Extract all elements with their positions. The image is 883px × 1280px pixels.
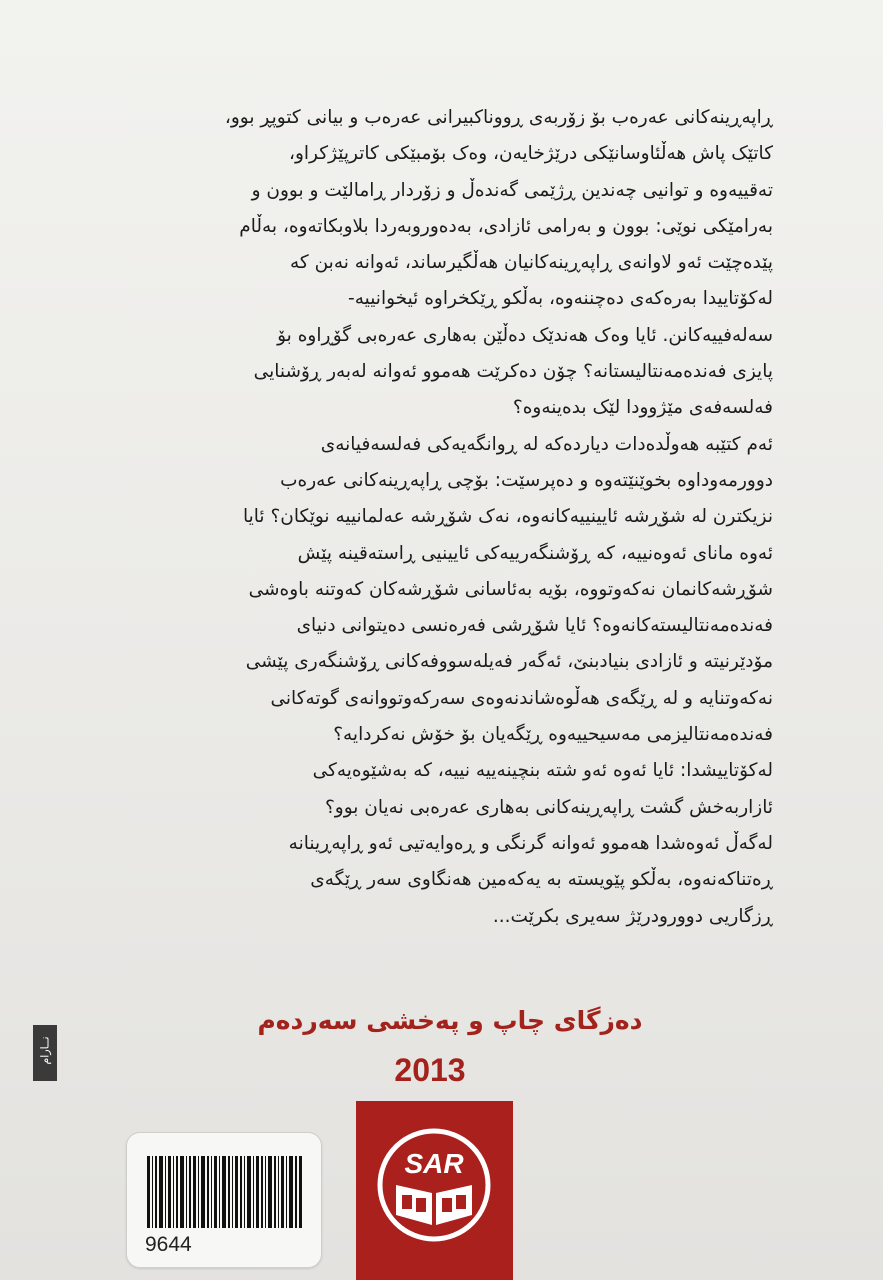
publisher-name: دەزگای چاپ و پەخشی سەردەم (257, 1006, 643, 1035)
blurb-line: پێدەچێت ئەو لاوانەی ڕاپەڕینەکانیان هەڵگیرساند، ئەوانە نەبن کە (289, 252, 773, 274)
barcode-number: 9644 (145, 1233, 192, 1256)
blurb-line: لەکۆتاییدا بەرەکەی دەچننەوە، بەڵکو ڕێکخراوە ئیخوانییە- (348, 288, 773, 310)
blurb-line: ڕەتناکەنەوە، بەڵکو پێویستە بە یەکەمین هەنگاوی سەر ڕێگەی (310, 869, 773, 891)
blurb-line: لەگەڵ ئەوەشدا هەموو ئەوانە گرنگی و ڕەوایەتیی ئەو ڕاپەڕینانە (288, 832, 773, 854)
blurb-line: ئەم کتێبە هەوڵدەدات دیاردەکە لە ڕوانگەیەکی فەلسەفیانەی (320, 433, 773, 455)
book-logo-icon (374, 1115, 495, 1265)
blurb-line: ڕاپەڕینەکانی عەرەب بۆ زۆربەی ڕووناکبیرانی عەرەب و بیانی کتوپڕ بوو، (224, 107, 773, 128)
blurb-line: تەقییەوە و توانیی چەندین ڕژێمی گەندەڵ و زۆردار ڕامالێت و بوون و (251, 179, 773, 201)
blurb-line: کاتێک پاش هەڵئاوسانێکی درێژخایەن، وەک بۆمبێکی کاترپێژکراو، (289, 143, 773, 165)
logo-text: SAR (404, 1148, 464, 1179)
blurb-line: فەندەمەنتالیزمی مەسیحییەوە ڕێگەیان بۆ خۆش نەکردایە؟ (333, 724, 773, 746)
blurb-line: ئازاربەخش گشت ڕاپەڕینەکانی بەهاری عەرەبی نەیان بوو؟ (324, 796, 773, 818)
publisher-logo (356, 1101, 513, 1280)
blurb-line: فەندەمەنتالیستەکانەوە؟ ئایا شۆڕشی فەرەنسی دەیتوانی دنیای (296, 615, 773, 637)
blurb-line: دوورمەوداوە بخوێنێتەوە و دەپرسێت: بۆچی ڕاپەڕینەکانی عەرەب (280, 469, 773, 491)
designer-mark (33, 1025, 57, 1081)
blurb-line: سەلەفییەکانن. ئایا وەک هەندێک دەڵێن بەهاری عەرەبی گۆڕاوە بۆ (277, 324, 773, 346)
barcode-icon (147, 1156, 303, 1228)
blurb-line: پایزی فەندەمەنتالیستانە؟ چۆن دەکرێت هەموو ئەوانە لەبەر ڕۆشنایی (253, 361, 773, 383)
blurb-line: بەرامێکی نوێی: بوون و بەرامی ئازادی، بەدەوروبەردا بلاوبکاتەوە، بەڵام (239, 215, 773, 237)
blurb-line: فەلسەفەی مێژوودا لێک بدەینەوە؟ (512, 397, 773, 419)
blurb-line: ڕزگاریی دوورودرێژ سەیری بکرێت... (492, 905, 773, 927)
blurb-line: لەکۆتاییشدا: ئایا ئەوە ئەو شتە بنچینەییە نییە، کە بەشێوەیەکی (312, 760, 773, 782)
blurb-line: ئەوە مانای ئەوەنییە، کە ڕۆشنگەرییەکی ئایینیی ڕاستەقینە پێش (297, 542, 773, 564)
blurb-text (105, 100, 773, 935)
barcode-sticker (126, 1132, 322, 1268)
blurb-line: شۆڕشەکانمان نەکەوتووە، بۆیە بەئاسانی شۆڕشەکان کەوتنە باوەشی (248, 578, 773, 600)
blurb-line: نزیکترن لە شۆڕشە ئایینییەکانەوە، نەک شۆڕشە عەلمانییە نوێکان؟ ئایا (243, 506, 773, 528)
designer-name: نــارام (39, 1036, 52, 1065)
publication-year: 2013 (394, 1052, 466, 1088)
blurb-line: مۆدێرنیتە و ئازادی بنیادبنێ، ئەگەر فەیلەسووفەکانی ڕۆشنگەری پێشی (245, 651, 773, 673)
blurb-line: نەکەوتنایە و لە ڕێگەی هەڵوەشاندنەوەی سەرکەوتووانەی گوتەکانی (270, 687, 773, 709)
